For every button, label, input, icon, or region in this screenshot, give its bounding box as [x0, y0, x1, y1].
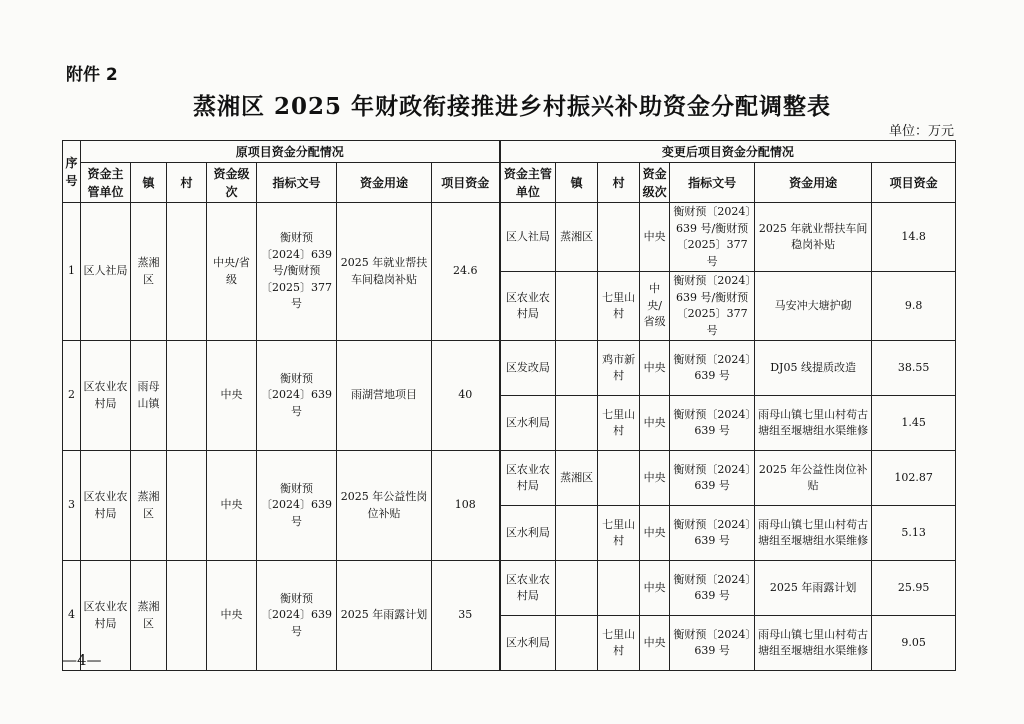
new-doc: 衡财预〔2024〕639 号	[670, 451, 755, 506]
header-col: 村	[598, 163, 640, 203]
header-col: 资金级次	[207, 163, 257, 203]
new-town	[556, 561, 598, 616]
allocation-table	[62, 140, 956, 671]
header-col: 资金级次	[640, 163, 670, 203]
seq-cell: 3	[63, 451, 81, 561]
header-col: 村	[167, 163, 207, 203]
new-village: 七里山村	[598, 506, 640, 561]
page-title: 蒸湘区 2025 年财政衔接推进乡村振兴补助资金分配调整表	[192, 93, 832, 120]
new-level: 中央	[640, 341, 670, 396]
new-use: 雨母山镇七里山村苟古塘组至堰塘组水渠维修	[755, 396, 872, 451]
orig-level: 中央/省级	[207, 203, 257, 341]
new-amount: 1.45	[872, 396, 956, 451]
new-level: 中央	[640, 616, 670, 671]
orig-doc: 衡财预〔2024〕639 号	[257, 341, 337, 451]
orig-amount: 108	[432, 451, 500, 561]
new-dept: 区水利局	[500, 506, 556, 561]
new-doc: 衡财预〔2024〕639 号	[670, 396, 755, 451]
orig-dept: 区农业农村局	[81, 561, 131, 671]
header-col: 资金用途	[337, 163, 432, 203]
new-use: 雨母山镇七里山村苟古塘组至堰塘组水渠维修	[755, 616, 872, 671]
header-col: 资金用途	[755, 163, 872, 203]
new-doc: 衡财预〔2024〕639 号	[670, 506, 755, 561]
table-row	[63, 561, 956, 616]
orig-village	[167, 561, 207, 671]
orig-village	[167, 451, 207, 561]
new-town	[556, 396, 598, 451]
new-doc: 衡财预〔2024〕639 号	[670, 561, 755, 616]
new-dept: 区水利局	[500, 616, 556, 671]
new-level: 中央	[640, 396, 670, 451]
orig-doc: 衡财预〔2024〕639 号	[257, 561, 337, 671]
header-col: 镇	[556, 163, 598, 203]
orig-doc: 衡财预〔2024〕639 号/衡财预〔2025〕377 号	[257, 203, 337, 341]
new-dept: 区水利局	[500, 396, 556, 451]
orig-use: 2025 年公益性岗位补贴	[337, 451, 432, 561]
orig-town: 雨母山镇	[131, 341, 167, 451]
new-town	[556, 272, 598, 341]
orig-amount: 35	[432, 561, 500, 671]
new-town	[556, 506, 598, 561]
new-dept: 区农业农村局	[500, 451, 556, 506]
orig-use: 2025 年就业帮扶车间稳岗补贴	[337, 203, 432, 341]
new-level: 中央	[640, 451, 670, 506]
orig-town: 蒸湘区	[131, 203, 167, 341]
orig-amount: 40	[432, 341, 500, 451]
header-col: 资金主管单位	[81, 163, 131, 203]
new-dept: 区人社局	[500, 203, 556, 272]
header-col: 项目资金	[872, 163, 956, 203]
orig-village	[167, 203, 207, 341]
orig-level: 中央	[207, 341, 257, 451]
new-amount: 9.8	[872, 272, 956, 341]
new-amount: 5.13	[872, 506, 956, 561]
new-amount: 38.55	[872, 341, 956, 396]
new-use: 2025 年雨露计划	[755, 561, 872, 616]
new-use: DJ05 线提质改造	[755, 341, 872, 396]
orig-town: 蒸湘区	[131, 451, 167, 561]
new-amount: 102.87	[872, 451, 956, 506]
new-village	[598, 561, 640, 616]
new-amount: 14.8	[872, 203, 956, 272]
header-changed-group: 变更后项目资金分配情况	[500, 141, 956, 163]
orig-use: 雨湖营地项目	[337, 341, 432, 451]
new-town: 蒸湘区	[556, 203, 598, 272]
orig-dept: 区农业农村局	[81, 341, 131, 451]
new-use: 2025 年就业帮扶车间稳岗补贴	[755, 203, 872, 272]
new-use: 2025 年公益性岗位补贴	[755, 451, 872, 506]
header-col: 指标文号	[670, 163, 755, 203]
orig-amount: 24.6	[432, 203, 500, 341]
seq-cell: 4	[63, 561, 81, 671]
new-amount: 9.05	[872, 616, 956, 671]
header-original-group: 原项目资金分配情况	[81, 141, 500, 163]
header-col: 项目资金	[432, 163, 500, 203]
orig-dept: 区人社局	[81, 203, 131, 341]
new-village	[598, 203, 640, 272]
new-village: 七里山村	[598, 396, 640, 451]
orig-use: 2025 年雨露计划	[337, 561, 432, 671]
new-level: 中央	[640, 506, 670, 561]
seq-cell: 1	[63, 203, 81, 341]
new-use: 马安冲大塘护砌	[755, 272, 872, 341]
new-level: 中央	[640, 561, 670, 616]
new-village: 七里山村	[598, 272, 640, 341]
seq-cell: 2	[63, 341, 81, 451]
header-col: 指标文号	[257, 163, 337, 203]
page-number: —4—	[62, 651, 102, 669]
attachment-label: 附件 2	[66, 65, 118, 85]
new-town: 蒸湘区	[556, 451, 598, 506]
new-village: 鸡市新村	[598, 341, 640, 396]
new-doc: 衡财预〔2024〕639 号	[670, 616, 755, 671]
orig-town: 蒸湘区	[131, 561, 167, 671]
table-row	[63, 341, 956, 396]
orig-village	[167, 341, 207, 451]
new-village	[598, 451, 640, 506]
new-use: 雨母山镇七里山村苟古塘组至堰塘组水渠维修	[755, 506, 872, 561]
new-dept: 区农业农村局	[500, 561, 556, 616]
new-level: 中央	[640, 203, 670, 272]
orig-dept: 区农业农村局	[81, 451, 131, 561]
new-level: 中央/省级	[640, 272, 670, 341]
table-row	[63, 451, 956, 506]
new-doc: 衡财预〔2024〕639 号	[670, 341, 755, 396]
unit-label: 单位：万元	[888, 124, 954, 139]
orig-level: 中央	[207, 561, 257, 671]
new-doc: 衡财预〔2024〕639 号/衡财预〔2025〕377 号	[670, 272, 755, 341]
new-village: 七里山村	[598, 616, 640, 671]
new-town	[556, 616, 598, 671]
header-col: 资金主管单位	[500, 163, 556, 203]
table-row	[63, 203, 956, 272]
new-doc: 衡财预〔2024〕639 号/衡财预〔2025〕377 号	[670, 203, 755, 272]
orig-doc: 衡财预〔2024〕639 号	[257, 451, 337, 561]
new-dept: 区发改局	[500, 341, 556, 396]
new-town	[556, 341, 598, 396]
new-amount: 25.95	[872, 561, 956, 616]
new-dept: 区农业农村局	[500, 272, 556, 341]
header-seq: 序号	[63, 141, 81, 203]
header-col: 镇	[131, 163, 167, 203]
orig-level: 中央	[207, 451, 257, 561]
